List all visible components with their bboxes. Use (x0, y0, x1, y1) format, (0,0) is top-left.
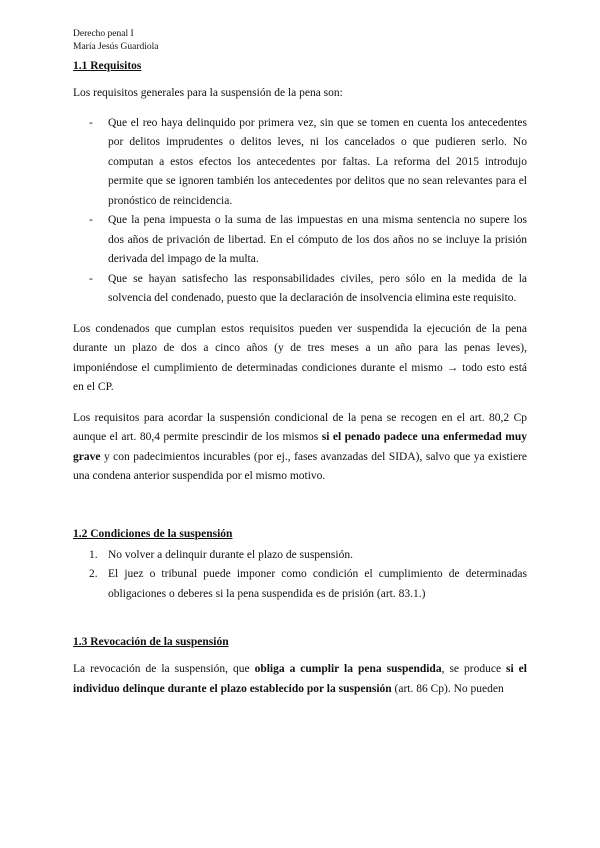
list-item: - Que se hayan satisfecho las responsabilidades civiles, pero sólo en la medida de la solvencia del condenado, puesto que la declaración de insolvencia elimina este requisito. (108, 270, 527, 309)
list-text: No volver a delinquir durante el plazo de suspensión. (108, 548, 353, 561)
paragraph-emphasis: si el penado padece una enfermedad muy grave (73, 431, 527, 463)
paragraph-suspension-plazo: Los condenados que cumplan estos requisitos pueden ver suspendida la ejecución de la pena durante un plazo de dos a cinco años (y de tres meses a un año para las penas leves), imponiéndose el cumplimiento de determinadas condiciones durante el mismo → todo esto está en el CP. (73, 322, 527, 393)
paragraph-revocacion (73, 660, 527, 699)
list-number: 2. (89, 568, 98, 580)
paragraph-text: y con padecimientos incurables (por ej., fases avanzadas del SIDA), salvo que ya existiere una condena anterior suspendida por el mismo motivo. (73, 450, 527, 482)
document-page (73, 28, 527, 699)
requisitos-list (73, 114, 527, 309)
paragraph-text: (art. 86 Cp). No pueden (391, 682, 504, 695)
paragraph-requisitos-art80 (73, 409, 527, 487)
list-item: - Que el reo haya delinquido por primera vez, sin que se tomen en cuenta los antecedentes por delitos imprudentes o delitos leves, ni los cancelados o que pudieren serlo. No computan a estos efectos los antecedentes por faltas. La reforma del 2015 introdujo permite que se ignoren también los antecedentes por delitos que no sean relevantes para el pronóstico de reincidencia. (108, 114, 527, 212)
section-title-requisitos: 1.1 Requisitos (73, 60, 142, 72)
page-header (73, 28, 527, 54)
list-number: 1. (89, 548, 98, 561)
list-item (89, 565, 527, 604)
header-author: María Jesús Guardiola (73, 42, 159, 52)
list-item: - Que la pena impuesta o la suma de las impuestas en una misma sentencia no supere los dos años de privación de libertad. En el cómputo de los dos años no se incluye la prisión derivada del impago de la multa. (108, 211, 527, 270)
requisitos-intro: Los requisitos generales para la suspensión de la pena son: (73, 87, 343, 99)
section-title-condiciones: 1.2 Condiciones de la suspensión (73, 527, 233, 540)
list-item (89, 546, 527, 566)
paragraph-emphasis: si el individuo delinque durante el plazo establecido por la suspensión (73, 663, 527, 695)
section-title-revocacion: 1.3 Revocación de la suspensión (73, 636, 229, 648)
header-subject: Derecho penal I (73, 29, 134, 39)
list-text: El juez o tribunal puede imponer como condición el cumplimiento de determinadas obligaciones o deberes si la pena suspendida es de prisión (art. 83.1.) (108, 568, 527, 600)
paragraph-text: La revocación de la suspensión, que (73, 663, 255, 675)
paragraph-emphasis: obliga a cumplir la pena suspendida (254, 663, 442, 675)
paragraph-text: , se produce (441, 663, 507, 675)
condiciones-list (73, 546, 527, 605)
paragraph-text: Los requisitos para acordar la suspensión condicional de la pena se recogen en el art. 80,2 Cp aunque el art. 80,4 permite prescindir de los mismos (73, 411, 527, 443)
